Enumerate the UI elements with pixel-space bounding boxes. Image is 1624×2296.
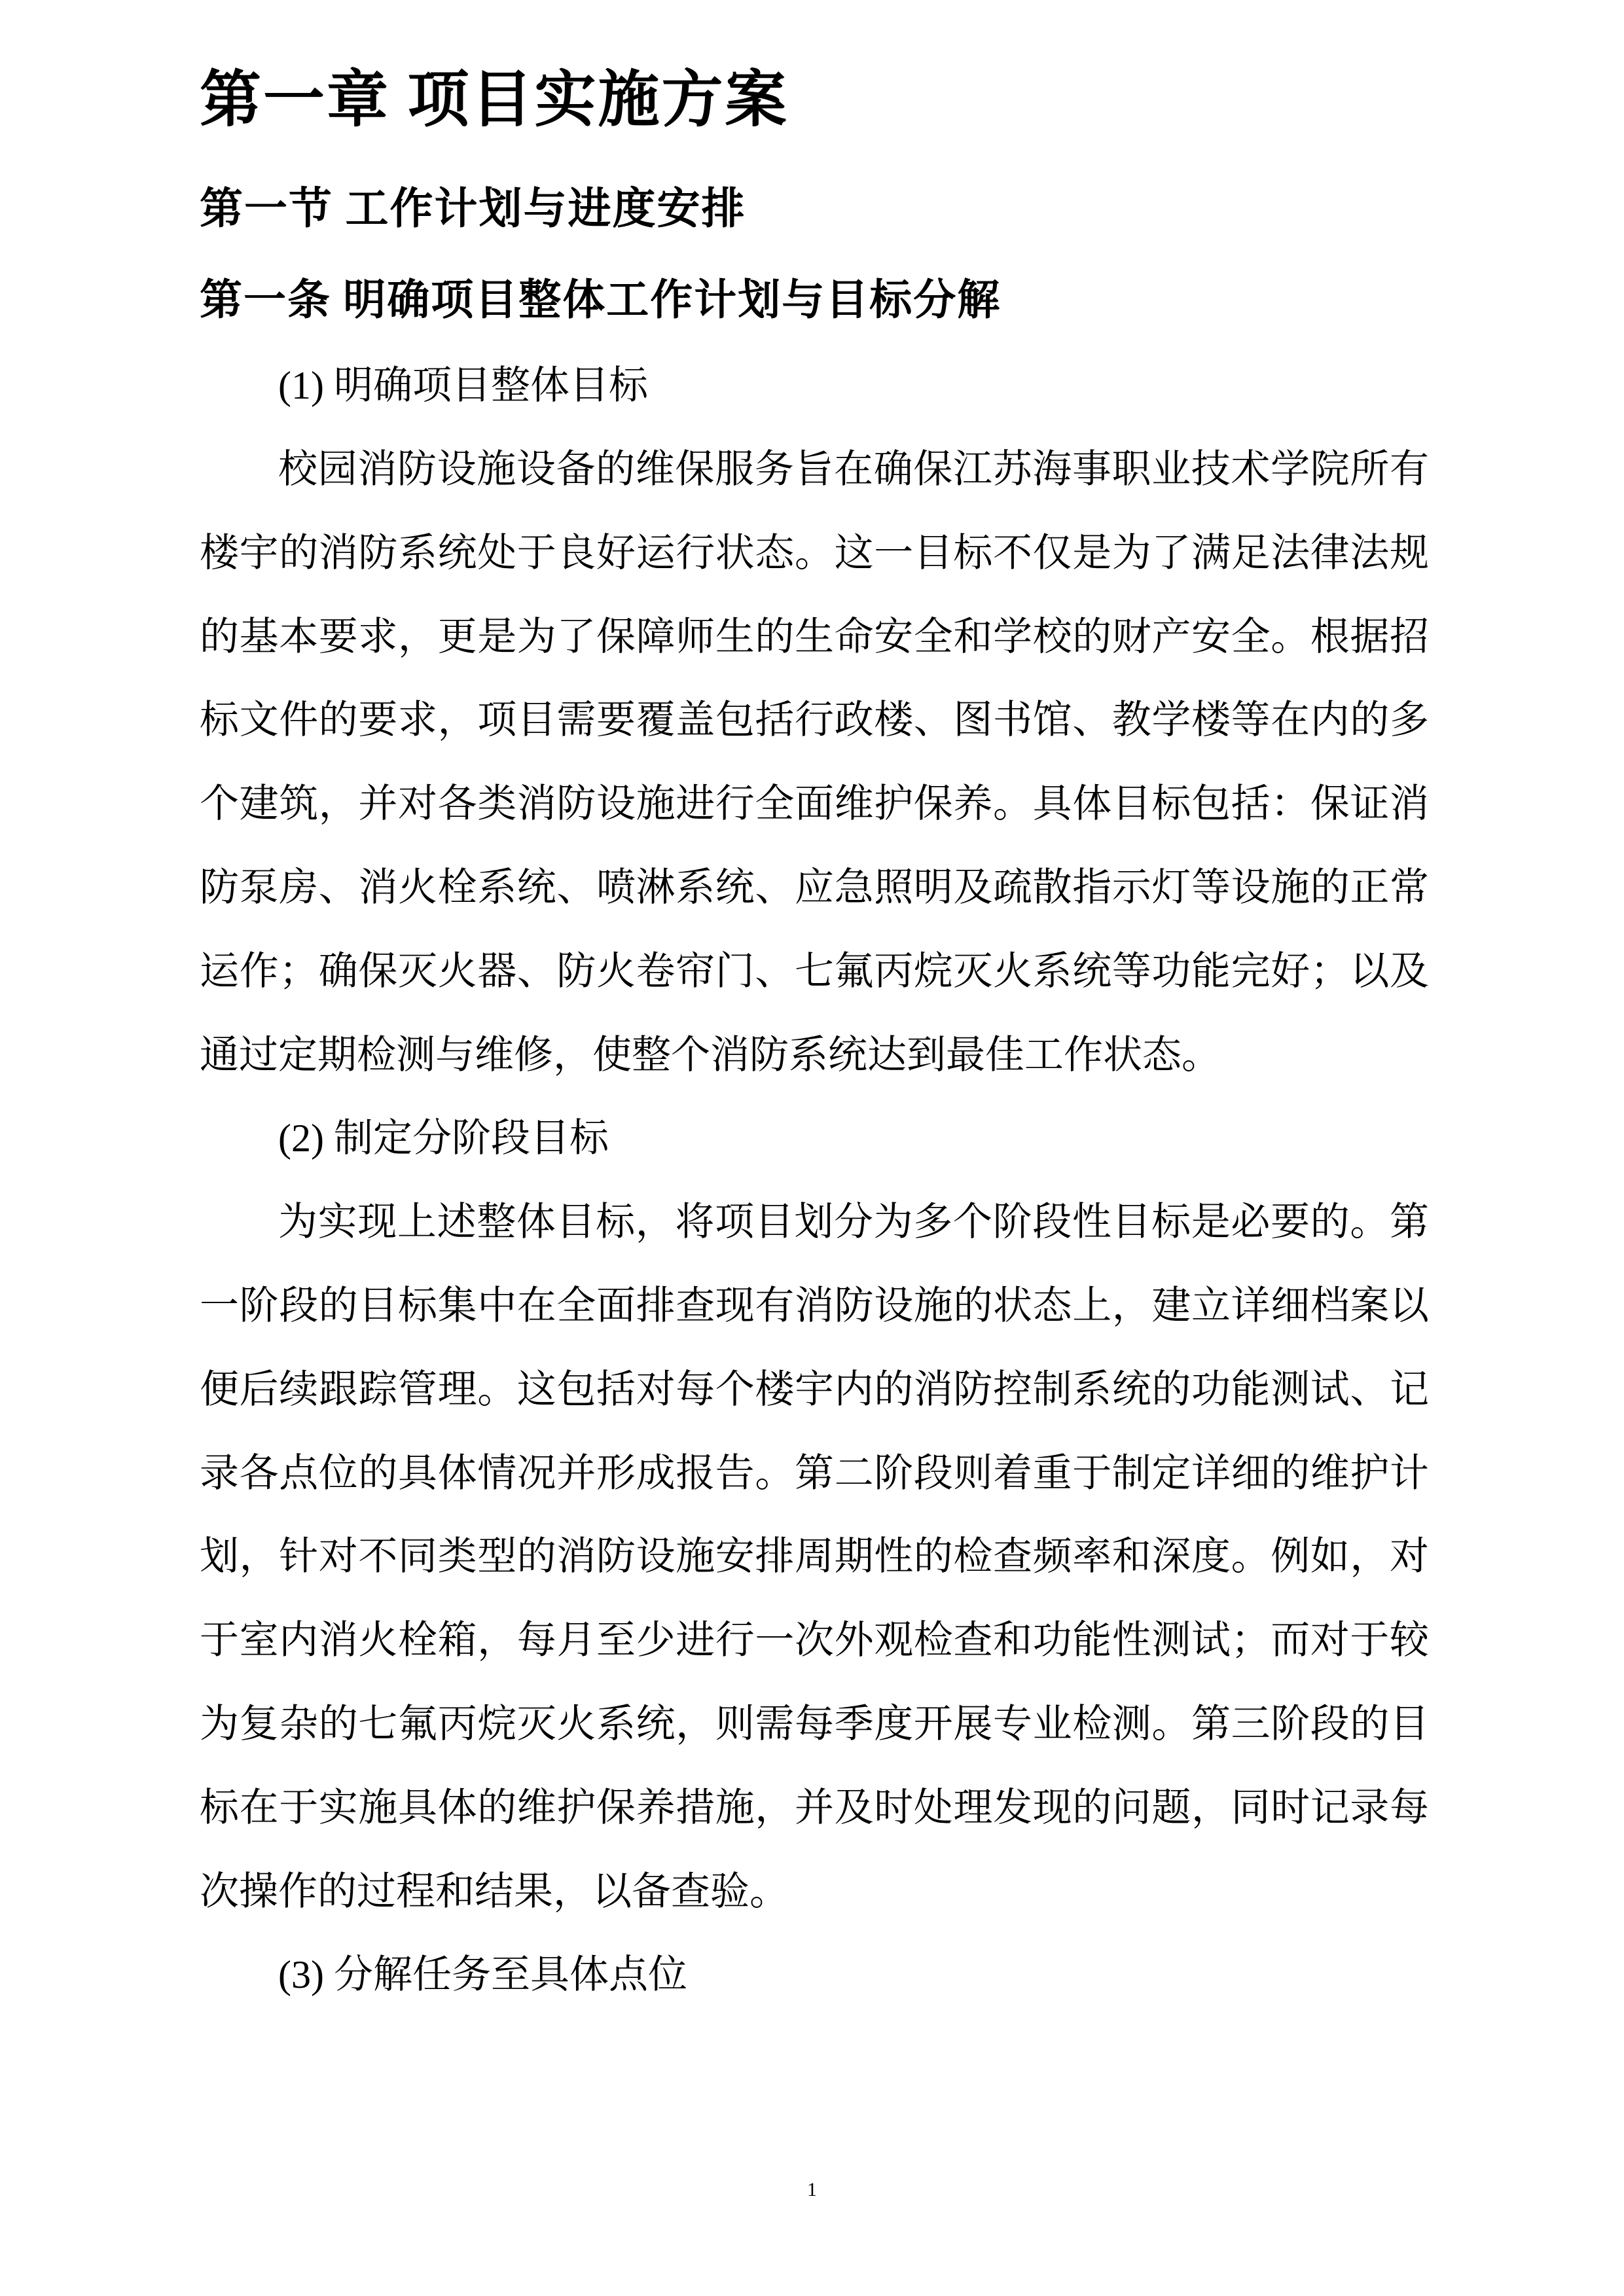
list-item-heading-1: (1) 明确项目整体目标	[278, 364, 648, 408]
chapter-title: 第一章 项目实施方案	[200, 66, 789, 134]
page-number: 1	[807, 2179, 817, 2200]
list-item-heading-2: (2) 制定分阶段目标	[278, 1117, 609, 1160]
article-heading: 第一条 明确项目整体工作计划与目标分解	[200, 277, 1001, 324]
section-heading: 第一节 工作计划与进度安排	[200, 185, 746, 233]
list-item-heading-3: (3) 分解任务至具体点位	[278, 1953, 687, 1997]
body-paragraph-1: 校园消防设施设备的维保服务旨在确保江苏海事职业技术学院所有楼宇的消防系统处于良好运行状态。这一目标不仅是为了满足法律法规的基本要求，更是为了保障师生的生命安全和学校的财产安全。根据招标文件的要求，项目需要覆盖包括行政楼、图书馆、教学楼等在内的多个建筑，并对各类消防设施进行全面维护保养。具体目标包括：保证消防泵房、消火栓系统、喷淋系统、应急照明及疏散指示灯等设施的正常运作；确保灭火器、防火卷帘门、七氟丙烷灭火系统等功能完好；以及通过定期检测与维修，使整个消防系统达到最佳工作状态。	[200, 448, 1429, 1077]
body-paragraph-2: 为实现上述整体目标，将项目划分为多个阶段性目标是必要的。第一阶段的目标集中在全面排查现有消防设施的状态上，建立详细档案以便后续跟踪管理。这包括对每个楼宇内的消防控制系统的功能测试、记录各点位的具体情况并形成报告。第二阶段则着重于制定详细的维护计划，针对不同类型的消防设施安排周期性的检查频率和深度。例如，对于室内消火栓箱，每月至少进行一次外观检查和功能性测试；而对于较为复杂的七氟丙烷灭火系统，则需每季度开展专业检测。第三阶段的目标在于实施具体的维护保养措施，并及时处理发现的问题，同时记录每次操作的过程和结果，以备查验。	[200, 1200, 1429, 1913]
